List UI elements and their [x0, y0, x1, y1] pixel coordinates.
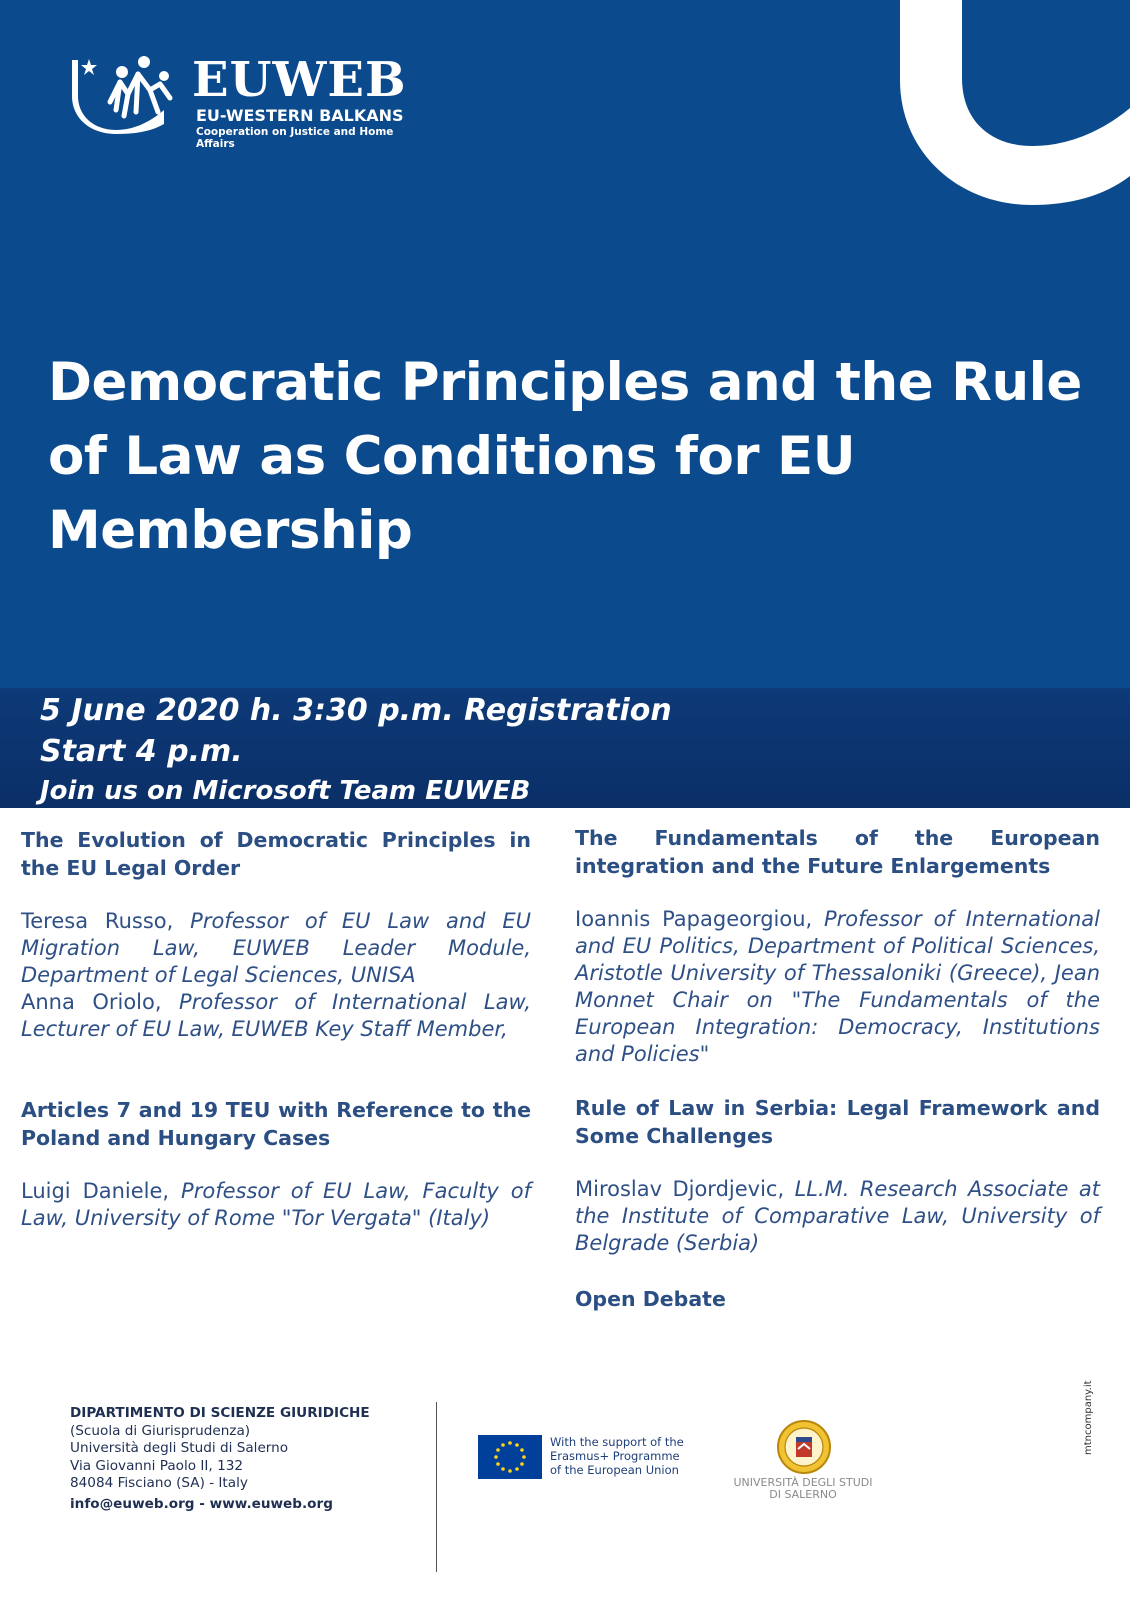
session-2 — [21, 1096, 531, 1232]
speaker — [575, 906, 1100, 1068]
speaker-name: Luigi Daniele, — [21, 1179, 170, 1203]
speaker-role: LL.M. Research Associate at the Institute of Comparative Law, University of Belgrade (Serbia) — [575, 1177, 1100, 1255]
footer-street: Via Giovanni Paolo II, 132 — [70, 1457, 244, 1474]
unisa-name-line1: UNIVERSITÀ DEGLI STUDI — [733, 1476, 873, 1489]
eu-flag-icon — [478, 1435, 542, 1479]
speaker — [21, 1178, 531, 1232]
logo-tagline: Cooperation on Justice and Home Affairs — [196, 126, 394, 150]
unisa-seal-icon — [776, 1419, 832, 1475]
session-heading: Rule of Law in Serbia: Legal Framework and Some Challenges — [575, 1096, 1100, 1148]
logo-title: EUWEB — [192, 52, 407, 108]
speaker-name: Ioannis Papageorgiou, — [575, 907, 813, 931]
speaker-role: Professor of International and EU Politics, Department of Political Sciences, Aristotle University of Thessaloniki (Greece), Jean Monnet Chair on "The Fundamentals of the European Integration: Democracy, Institutions and Policies" — [575, 907, 1100, 1066]
footer-city: 84084 Fisciano (SA) - Italy — [70, 1475, 248, 1491]
speaker-name: Teresa Russo, — [21, 909, 174, 933]
session-heading: The Evolution of Democratic Principles in the EU Legal Order — [21, 828, 531, 880]
footer-school: (Scuola di Giurisprudenza) — [70, 1422, 251, 1439]
footer-dept: DIPARTIMENTO DI SCIENZE GIURIDICHE — [70, 1405, 370, 1421]
footer-address — [70, 1405, 370, 1513]
session-heading: Articles 7 and 19 TEU with Reference to the Poland and Hungary Cases — [21, 1098, 531, 1150]
event-start-time: Start 4 p.m. — [40, 734, 243, 769]
event-date: 5 June 2020 h. 3:30 p.m. Registration — [40, 693, 672, 728]
open-debate-label: Open Debate — [575, 1287, 726, 1311]
unisa-name — [718, 1477, 888, 1501]
session-1 — [21, 826, 531, 1043]
speaker — [21, 989, 531, 1043]
footer-divider — [436, 1402, 437, 1572]
hero-banner — [0, 0, 1130, 688]
big-u-decoration — [900, 0, 1130, 205]
euweb-people-icon — [72, 54, 187, 134]
unisa-name-line2: DI SALERNO — [769, 1488, 837, 1501]
footer-university: Università degli Studi di Salerno — [70, 1440, 289, 1456]
speaker-role: Professor of International Law, Lecturer of EU Law, EUWEB Key Staff Member, — [21, 990, 531, 1041]
euweb-logo — [72, 52, 432, 150]
speaker — [21, 908, 531, 989]
speaker-role: Professor of EU Law, Faculty of Law, University of Rome "Tor Vergata" (Italy) — [21, 1179, 531, 1230]
credit-text: mtncompany.it — [1083, 1380, 1094, 1455]
footer-contact[interactable]: info@euweb.org - www.euweb.org — [70, 1495, 333, 1512]
speaker — [575, 1176, 1100, 1257]
speaker-name: Anna Oriolo, — [21, 990, 162, 1014]
event-join-link[interactable]: Join us on Microsoft Team EUWEB — [40, 776, 531, 806]
session-3 — [575, 824, 1100, 1068]
speaker-role: Professor of EU Law and EU Migration Law, EUWEB Leader Module, Department of Legal Sciences, UNISA — [21, 909, 531, 987]
speaker-name: Miroslav Djordjevic, — [575, 1177, 785, 1201]
event-info-bar — [0, 688, 1130, 808]
logo-subtitle: EU-WESTERN BALKANS — [196, 106, 404, 125]
eu-support-text: With the support of the Erasmus+ Programme of the European Union — [550, 1435, 684, 1477]
session-heading: The Fundamentals of the European integration and the Future Enlargements — [575, 826, 1100, 878]
session-4 — [575, 1094, 1100, 1313]
page-title: Democratic Principles and the Rule of Law as Conditions for EU Membership — [48, 352, 1082, 561]
